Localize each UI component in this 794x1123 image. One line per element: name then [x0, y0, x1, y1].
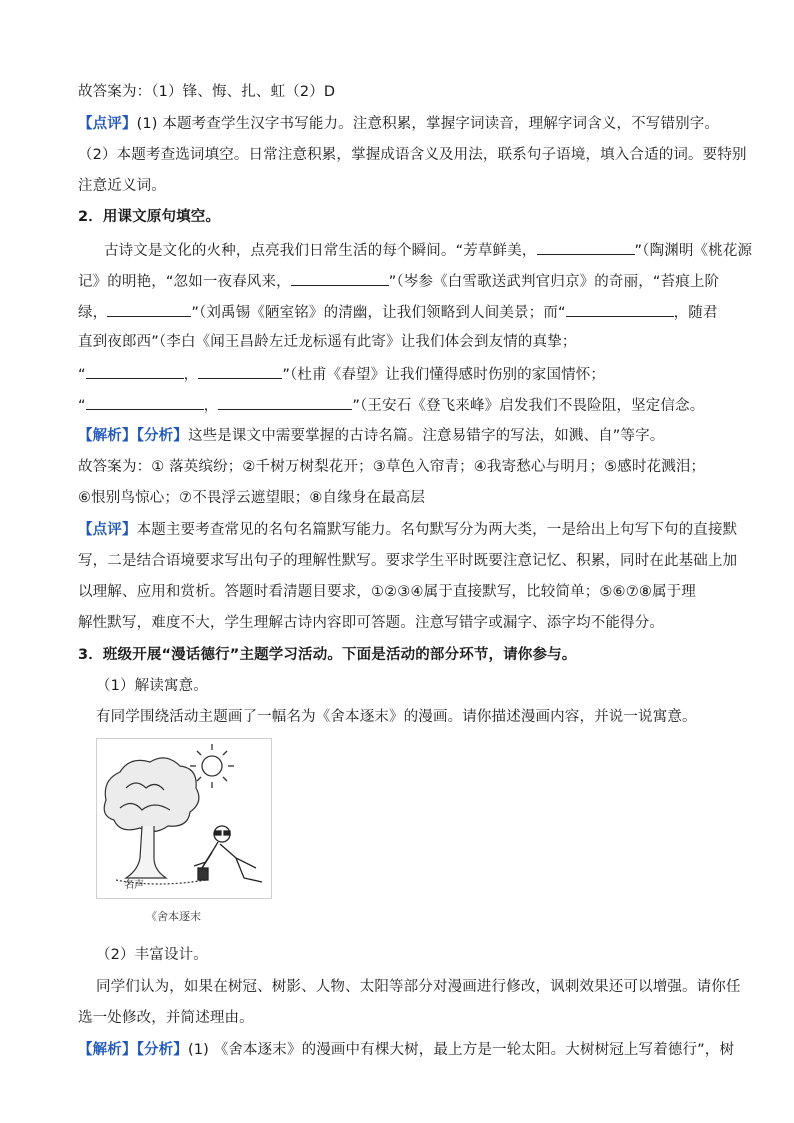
blank-4[interactable] — [566, 301, 674, 317]
analysis3-line-1 — [78, 1040, 734, 1060]
analysis-tag: 【解析】【分析】 — [78, 1042, 188, 1058]
cartoon-caption: 《舍本逐末 — [146, 910, 201, 923]
text-segment: 记》的明艳，“忽如一夜春风来， — [78, 274, 291, 290]
blank-1[interactable] — [537, 239, 635, 255]
comment2-line-4: 解性默写，难度不大，学生理解古诗内容即可答题。注意写错字或漏字、添字均不能得分。 — [78, 615, 664, 631]
poem-para-line-3 — [78, 301, 718, 323]
comment-text: (1) 本题考查学生汉字书写能力。注意积累，掌握字词读音，理解字词含义，不写错别字。 — [136, 116, 720, 132]
comment-tag: 【点评】 — [78, 522, 137, 538]
poem-para-line-4: 直到夜郎西”（李白《闻王昌龄左迁龙标遥有此寄》让我们体会到友情的真挚； — [78, 334, 577, 350]
analysis-tag: 【解析】【分析】 — [78, 428, 188, 444]
question-3-title: 3．班级开展“漫话德行”主题学习活动。下面是活动的部分环节，请你参与。 — [78, 647, 577, 663]
blank-7[interactable] — [86, 394, 204, 410]
blank-8[interactable] — [218, 394, 352, 410]
subquestion-1-text: 有同学围绕活动主题画了一幅名为《舍本逐末》的漫画。请你描述漫画内容，并说一说寓意。 — [96, 709, 697, 725]
cartoon-image — [96, 738, 272, 934]
blank-3[interactable] — [107, 301, 191, 317]
poem-para-line-1 — [104, 239, 752, 261]
blank-5[interactable] — [86, 363, 184, 379]
question-2-title: 2．用课文原句填空。 — [78, 209, 221, 225]
analysis-text: 这些是课文中需要掌握的古诗名篇。注意易错字的写法，如溅、自”等字。 — [187, 428, 665, 444]
comment-line-3: 注意近义词。 — [78, 178, 166, 194]
poem-para-line-2 — [78, 270, 719, 292]
text-segment: “ — [78, 398, 86, 414]
text-segment: ”（刘禹锡《陋室铭》的清幽，让我们领略到人间美景；而“ — [191, 305, 566, 321]
analysis-line-1 — [78, 426, 664, 446]
comment2-line-3: 以理解、应用和赏析。答题时看清题目要求，①②③④属于直接默写，比较简单；⑤⑥⑦⑧属于理 — [78, 584, 696, 600]
blank-6[interactable] — [198, 363, 282, 379]
subquestion-2-text-1: 同学们认为，如果在树冠、树影、人物、太阳等部分对漫画进行修改，讽刺效果还可以增强。请你任 — [96, 979, 741, 995]
blank-2[interactable] — [291, 270, 389, 286]
tree-root-label: 名声 — [124, 880, 144, 891]
text-segment: ，随君 — [673, 305, 718, 321]
subquestion-1-title: （1）解读寓意。 — [96, 678, 208, 694]
text-segment: 古诗文是文化的火种，点亮我们日常生活的每个瞬间。“芳草鲜美， — [104, 243, 537, 259]
answer-line-1: 故答案为：（1）锋、悔、扎、虹（2）D — [78, 84, 336, 100]
answer-line-2: 故答案为：① 落英缤纷；②千树万树梨花开；③草色入帘青；④我寄愁心与明月；⑤感时花溅泪； — [78, 459, 706, 475]
text-segment: ”（王安石《登飞来峰》启发我们不畏险阻，坚定信念。 — [352, 398, 705, 414]
text-segment: ， — [203, 398, 219, 414]
text-segment: ”（陶渊明《桃花源 — [634, 243, 753, 259]
cartoon-drawing — [96, 738, 272, 934]
subquestion-2-text-2: 选一处修改，并简述理由。 — [78, 1010, 254, 1026]
analysis-text: (1) 《舍本逐末》的漫画中有棵大树，最上方是一轮太阳。大树树冠上写着德行”，树 — [187, 1042, 735, 1058]
comment-text: 本题主要考查常见的名句名篇默写能力。名句默写分为两大类，一是给出上句写下句的直接默 — [136, 522, 738, 538]
answer-line-3: ⑥恨别鸟惊心；⑦不畏浮云遮望眼；⑧自缘身在最高层 — [78, 490, 426, 506]
comment2-line-1 — [78, 520, 737, 540]
comment-line-2: （2）本题考查选词填空。日常注意积累，掌握成语含义及用法，联系句子语境，填入合适的词。要特别 — [78, 147, 747, 163]
text-segment: ”（杜甫《春望》让我们懂得感时伤别的家国情怀； — [282, 367, 606, 383]
poem-para-line-5 — [78, 363, 605, 385]
comment2-line-2: 写，二是结合语境要求写出句子的理解性默写。要求学生平时既要注意记忆、积累，同时在此基础上加 — [78, 553, 738, 569]
text-segment: “ — [78, 367, 86, 383]
subquestion-2-title: （2）丰富设计。 — [96, 947, 208, 963]
poem-para-line-6 — [78, 394, 704, 416]
comment-line-1 — [78, 114, 719, 134]
text-segment: ”（岑参《白雪歌送武判官归京》的奇丽，“苔痕上阶 — [388, 274, 720, 290]
text-segment: ， — [183, 367, 199, 383]
text-segment: 绿， — [78, 305, 108, 321]
comment-tag: 【点评】 — [78, 116, 137, 132]
